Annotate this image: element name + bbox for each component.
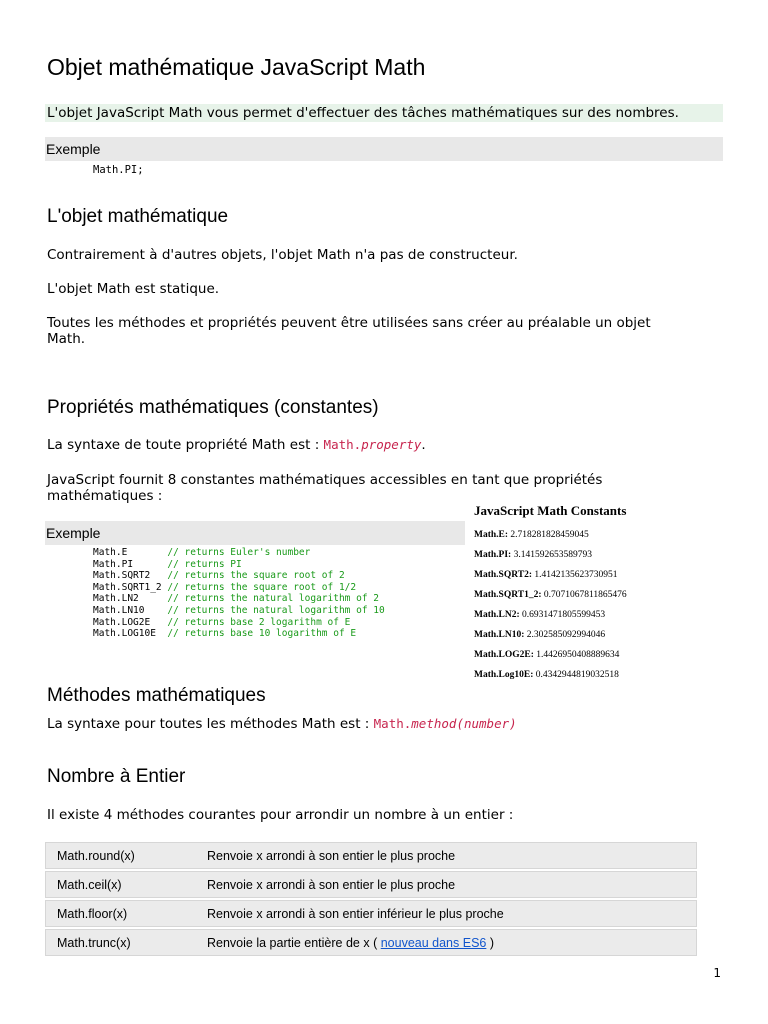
constant-name: Math.SQRT1_2: bbox=[474, 590, 542, 600]
constant-row bbox=[474, 668, 674, 688]
constant-row bbox=[474, 548, 674, 568]
code-comment: // returns the square root of 1/2 bbox=[167, 581, 357, 593]
desc-suffix: ) bbox=[486, 935, 494, 950]
property-syntax-code bbox=[324, 437, 422, 452]
constants-image-title: JavaScript Math Constants bbox=[474, 503, 627, 518]
example-label-constants: Exemple bbox=[45, 521, 465, 545]
es6-link[interactable]: nouveau dans ES6 bbox=[380, 935, 487, 950]
syntax-arg: (number) bbox=[456, 716, 517, 731]
method-name: Math.round(x) bbox=[45, 842, 207, 869]
constant-name: Math.SQRT2: bbox=[474, 570, 532, 580]
constant-value: 1.4426950408889634 bbox=[536, 650, 620, 660]
syntax-obj: Math. bbox=[323, 437, 362, 452]
code-line bbox=[93, 593, 385, 605]
code-line bbox=[93, 617, 385, 629]
constant-value: 2.302585092994046 bbox=[526, 630, 606, 640]
code-line bbox=[93, 628, 385, 640]
code-text: Math.LOG10E bbox=[93, 628, 168, 640]
constant-name: Math.PI: bbox=[474, 550, 512, 560]
desc-prefix: Renvoie la partie entière de x ( bbox=[207, 935, 381, 950]
table-row bbox=[45, 900, 697, 927]
constants-paragraph-line1: JavaScript fournit 8 constantes mathématiques accessibles en tant que propriétés bbox=[47, 472, 603, 488]
constant-value: 0.4342944819032518 bbox=[535, 670, 619, 680]
code-line bbox=[93, 547, 385, 559]
example-label: Exemple bbox=[45, 137, 723, 161]
method-syntax-code bbox=[374, 716, 517, 731]
method-name: Math.trunc(x) bbox=[45, 929, 207, 956]
constant-row bbox=[474, 628, 674, 648]
constant-value: 3.141592653589793 bbox=[513, 550, 592, 560]
method-description bbox=[207, 929, 697, 956]
code-text: Math.PI bbox=[93, 558, 168, 570]
code-comment: // returns the natural logarithm of 10 bbox=[167, 604, 385, 616]
integer-paragraph: Il existe 4 méthodes courantes pour arrondir un nombre à un entier : bbox=[47, 807, 514, 823]
intro-highlight: L'objet JavaScript Math vous permet d'effectuer des tâches mathématiques sur des nombres. bbox=[45, 104, 723, 122]
paragraph-no-constructor: Contrairement à d'autres objets, l'objet Math n'a pas de constructeur. bbox=[47, 247, 518, 263]
constants-paragraph-line2: mathématiques : bbox=[47, 488, 163, 504]
method-description: Renvoie x arrondi à son entier le plus proche bbox=[207, 871, 697, 898]
constant-value: 1.4142135623730951 bbox=[534, 570, 618, 580]
property-syntax-prefix: La syntaxe de toute propriété Math est : bbox=[47, 437, 324, 453]
page-title: Objet mathématique JavaScript Math bbox=[47, 54, 426, 80]
syntax-prop: property bbox=[361, 437, 422, 452]
syntax-obj: Math. bbox=[373, 716, 412, 731]
constant-name: Math.Log10E: bbox=[474, 670, 534, 680]
table-row bbox=[45, 871, 697, 898]
constant-value: 0.7071067811865476 bbox=[543, 590, 627, 600]
code-line bbox=[93, 582, 385, 594]
syntax-method: method bbox=[411, 716, 457, 731]
constant-value: 0.6931471805599453 bbox=[522, 610, 606, 620]
code-comment: // returns PI bbox=[167, 558, 242, 570]
code-comment: // returns the square root of 2 bbox=[167, 570, 345, 582]
paragraph-methods-line1: Toutes les méthodes et propriétés peuvent être utilisées sans créer au préalable un objet bbox=[47, 315, 651, 331]
method-syntax-line bbox=[47, 716, 517, 732]
constant-row bbox=[474, 568, 674, 588]
constant-row bbox=[474, 608, 674, 628]
code-text: Math.LN10 bbox=[93, 604, 168, 616]
table-row bbox=[45, 842, 697, 869]
code-line bbox=[93, 605, 385, 617]
code-text: Math.LOG2E bbox=[93, 616, 168, 628]
code-example-pi: Math.PI; bbox=[93, 164, 144, 176]
constant-name: Math.E: bbox=[474, 530, 509, 540]
paragraph-static: L'objet Math est statique. bbox=[47, 281, 220, 297]
rounding-methods-table bbox=[45, 840, 697, 958]
code-comment: // returns the natural logarithm of 2 bbox=[167, 593, 379, 605]
constant-value: 2.718281828459045 bbox=[510, 530, 589, 540]
property-syntax-line bbox=[47, 437, 426, 453]
code-text: Math.LN2 bbox=[93, 593, 168, 605]
heading-properties: Propriétés mathématiques (constantes) bbox=[47, 397, 379, 418]
constant-row bbox=[474, 588, 674, 608]
code-comment: // returns base 10 logarithm of E bbox=[167, 628, 357, 640]
page-number: 1 bbox=[713, 966, 721, 980]
constant-name: Math.LOG2E: bbox=[474, 650, 534, 660]
constant-name: Math.LN2: bbox=[474, 610, 520, 620]
method-description: Renvoie x arrondi à son entier inférieur le plus proche bbox=[207, 900, 697, 927]
code-text: Math.SQRT2 bbox=[93, 570, 168, 582]
method-syntax-prefix: La syntaxe pour toutes les méthodes Math est : bbox=[47, 716, 374, 732]
code-text: Math.E bbox=[93, 547, 168, 558]
code-comment: // returns base 2 logarithm of E bbox=[167, 616, 351, 628]
heading-methods: Méthodes mathématiques bbox=[47, 685, 266, 706]
method-name: Math.floor(x) bbox=[45, 900, 207, 927]
paragraph-methods-line2: Math. bbox=[47, 331, 86, 347]
heading-integer: Nombre à Entier bbox=[47, 766, 186, 787]
method-name: Math.ceil(x) bbox=[45, 871, 207, 898]
syntax-suffix: . bbox=[421, 437, 426, 453]
code-line bbox=[93, 570, 385, 582]
constant-row bbox=[474, 648, 674, 668]
table-row bbox=[45, 929, 697, 956]
constant-row bbox=[474, 528, 674, 548]
constant-name: Math.LN10: bbox=[474, 630, 525, 640]
method-description: Renvoie x arrondi à son entier le plus proche bbox=[207, 842, 697, 869]
code-example-constants bbox=[93, 547, 385, 640]
heading-math-object: L'objet mathématique bbox=[47, 206, 229, 227]
constants-image bbox=[474, 503, 674, 688]
code-comment: // returns Euler's number bbox=[167, 547, 311, 558]
code-text: Math.SQRT1_2 bbox=[93, 581, 168, 593]
code-line bbox=[93, 559, 385, 571]
